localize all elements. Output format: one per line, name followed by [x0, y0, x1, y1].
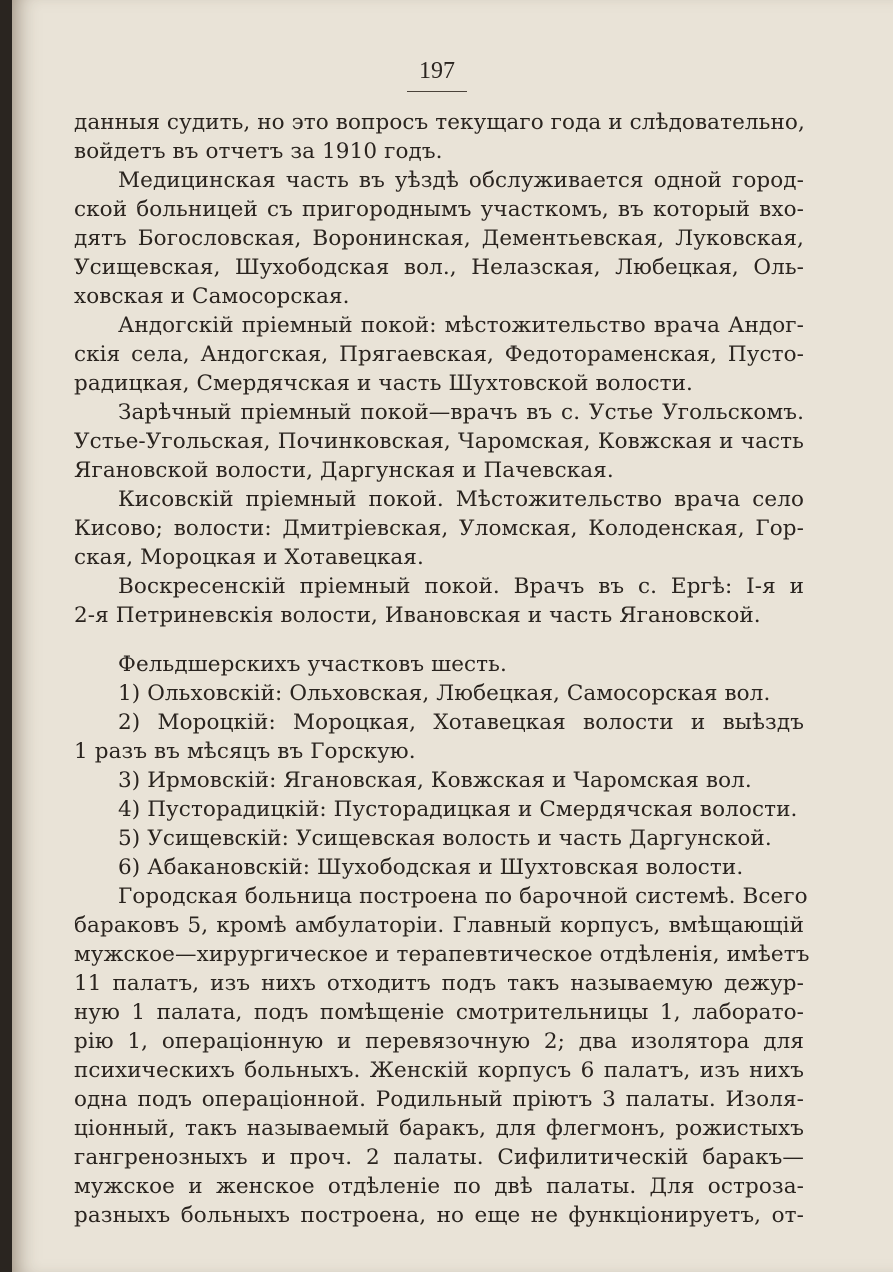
- text-line: 1 разъ въ мѣсяцъ въ Горскую.: [74, 739, 416, 764]
- text-line: Андогскій пріемный покой: мѣстожительство врача Андог-: [118, 313, 804, 338]
- text-line: 1) Ольховскій: Ольховская, Любецкая, Самосорская вол.: [118, 681, 771, 706]
- text-line: ціонный, такъ называемый баракъ, для флегмонъ, рожистыхъ: [74, 1116, 804, 1141]
- text-line: Городская больница построена по барочной системѣ. Всего: [118, 884, 808, 909]
- text-line: Устье-Угольская, Починковская, Чаромская, Ковжская и часть: [74, 429, 804, 454]
- text-line: мужское—хирургическое и терапевтическое отдѣленія, имѣетъ: [74, 942, 810, 967]
- text-line: Усищевская, Шухободская вол., Нелазская, Любецкая, Оль-: [74, 255, 804, 280]
- text-line: Фельдшерскихъ участковъ шесть.: [118, 652, 507, 677]
- paragraph-gap: [74, 630, 804, 650]
- text-line: Воскресенскій пріемный покой. Врачъ въ с. Ергѣ: I-я и: [118, 574, 804, 599]
- page-number-rule: [407, 91, 467, 92]
- text-line: ную 1 палата, подъ помѣщеніе смотрительницы 1, лаборато-: [74, 1000, 804, 1025]
- text-line: 5) Усищевскій: Усищевская волость и часть Даргунской.: [118, 826, 772, 851]
- text-line: ховская и Самосорская.: [74, 284, 350, 309]
- text-line: 2) Мороцкій: Мороцкая, Хотавецкая волости и выѣздъ: [118, 710, 804, 735]
- text-line: данныя судить, но это вопросъ текущаго года и слѣдовательно,: [74, 110, 805, 135]
- text-line: гангренозныхъ и проч. 2 палаты. Сифилитическій баракъ—: [74, 1145, 804, 1170]
- text-line: ской больницей съ пригороднымъ участкомъ, въ который вхо-: [74, 197, 804, 222]
- text-line: 6) Абакановскій: Шухободская и Шухтовская волости.: [118, 855, 744, 880]
- text-line: мужское и женское отдѣленіе по двѣ палаты. Для остроза-: [74, 1174, 804, 1199]
- text-line: 11 палатъ, изъ нихъ отходитъ подъ такъ называемую дежур-: [74, 971, 804, 996]
- text-line: психическихъ больныхъ. Женскій корпусъ 6 палатъ, изъ нихъ: [74, 1058, 804, 1083]
- text-line: Кисовскій пріемный покой. Мѣстожительство врача село: [118, 487, 804, 512]
- text-line: скія села, Андогская, Прягаевская, Федотораменская, Пусто-: [74, 342, 804, 367]
- text-line: Медицинская часть въ уѣздѣ обслуживается одной город-: [118, 168, 804, 193]
- text-line: бараковъ 5, кромѣ амбулаторіи. Главный корпусъ, вмѣщающій: [74, 913, 804, 938]
- text-line: Кисово; волости: Дмитріевская, Уломская, Колоденская, Гор-: [74, 516, 804, 541]
- text-line: 2-я Петриневскія волости, Ивановская и часть Ягановской.: [74, 603, 761, 628]
- book-page: [12, 0, 893, 1272]
- page-number: 197: [419, 58, 455, 84]
- text-line: ская, Мороцкая и Хотавецкая.: [74, 545, 424, 570]
- text-line: 3) Ирмовскій: Ягановская, Ковжская и Чаромская вол.: [118, 768, 752, 793]
- text-line: радицкая, Смердячская и часть Шухтовской волости.: [74, 371, 693, 396]
- text-line: рію 1, операціонную и перевязочную 2; два изолятора для: [74, 1029, 804, 1054]
- text-line: Ягановской волости, Даргунская и Пачевская.: [74, 458, 614, 483]
- body-text: [74, 108, 810, 1230]
- text-line: 4) Пусторадицкій: Пусторадицкая и Смердячская волости.: [118, 797, 798, 822]
- text-line: разныхъ больныхъ построена, но еще не функціонируетъ, от-: [74, 1203, 804, 1228]
- text-line: дятъ Богословская, Воронинская, Дементьевская, Луковская,: [74, 226, 804, 251]
- text-line: Зарѣчный пріемный покой—врачъ въ с. Устье Угольскомъ.: [118, 400, 804, 425]
- text-line: одна подъ операціонной. Родильный пріютъ 3 палаты. Изоля-: [74, 1087, 804, 1112]
- text-line: войдетъ въ отчетъ за 1910 годъ.: [74, 139, 443, 164]
